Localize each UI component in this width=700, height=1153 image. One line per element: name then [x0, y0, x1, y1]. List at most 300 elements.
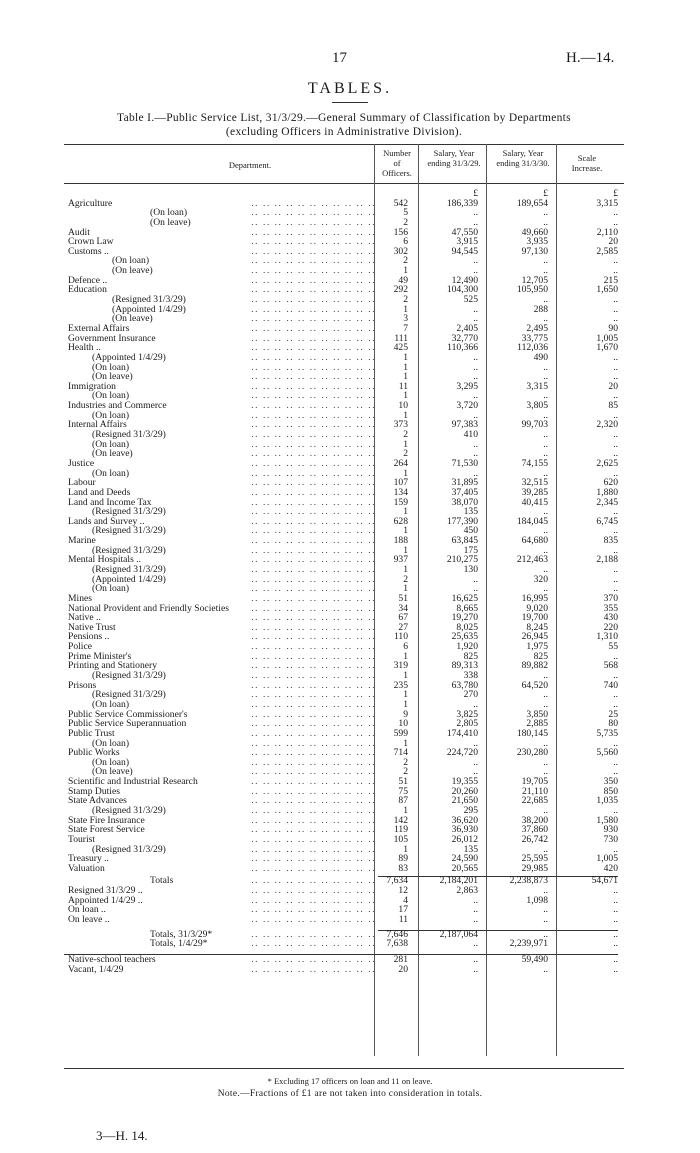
- department-label: (Appointed 1/4/29): [92, 351, 166, 363]
- dot-leader: .. .. .. .. .. .. .. .. .. .. ..: [251, 603, 376, 614]
- salary-1929-cell: 12,490: [451, 274, 478, 286]
- salary-1929-cell: ..: [473, 371, 478, 383]
- salary-1930-cell: ..: [543, 670, 548, 682]
- salary-1929-cell: 174,410: [446, 727, 478, 739]
- department-label: (On loan): [92, 390, 130, 402]
- dot-leader: .. .. .. .. .. .. .. .. .. .. ..: [251, 622, 376, 633]
- dot-leader: .. .. .. .. .. .. .. .. .. .. ..: [251, 738, 376, 749]
- officers-count-cell: 714: [393, 747, 408, 759]
- department-label: Internal Affairs: [68, 419, 127, 431]
- officers-count-cell: 49: [398, 274, 408, 286]
- department-label: On loan ..: [68, 904, 106, 916]
- salary-1930-cell: ..: [543, 583, 548, 595]
- department-label: Printing and Stationery: [68, 660, 157, 672]
- officers-count-cell: 20: [398, 963, 408, 975]
- officers-count-cell: 110: [393, 631, 408, 643]
- dot-leader: .. .. .. .. .. .. .. .. .. .. ..: [251, 256, 376, 267]
- officers-count-cell: 264: [393, 457, 408, 469]
- department-label: Labour: [68, 477, 96, 489]
- salary-1930-cell: 33,775: [521, 332, 548, 344]
- salary-1930-cell: ..: [543, 313, 548, 325]
- salary-1930-cell: 8,245: [526, 621, 548, 633]
- salary-1930-cell: 19,705: [521, 776, 548, 788]
- header-bottom-rule: [64, 183, 624, 184]
- scale-increase-cell: 355: [603, 602, 618, 614]
- dot-leader: .. .. .. .. .. .. .. .. .. .. ..: [251, 593, 376, 604]
- officers-count-cell: 17: [398, 904, 408, 916]
- scale-increase-cell: ..: [613, 843, 618, 855]
- table-row: [0, 247, 700, 257]
- dot-leader: .. .. .. .. .. .. .. .. .. .. ..: [251, 905, 376, 916]
- scale-increase-cell: 420: [603, 862, 618, 874]
- scale-increase-cell: ..: [613, 689, 618, 701]
- page-title: TABLES.: [307, 80, 393, 97]
- salary-1930-cell: 184,045: [516, 515, 548, 527]
- department-label: (On leave): [150, 216, 191, 228]
- scale-increase-cell: ..: [613, 963, 618, 975]
- salary-1929-cell: ..: [473, 583, 478, 595]
- scale-increase-cell: ..: [613, 766, 618, 778]
- department-label: (Resigned 31/3/29): [92, 506, 166, 518]
- salary-1930-cell: 74,155: [521, 457, 548, 469]
- scale-increase-cell: 215: [603, 274, 618, 286]
- department-label: (Resigned 31/3/29): [92, 525, 166, 537]
- department-label: Totals, 31/3/29*: [150, 928, 213, 940]
- dot-leader: .. .. .. .. .. .. .. .. .. .. ..: [251, 410, 376, 421]
- officers-count-cell: 7: [403, 322, 408, 334]
- scale-increase-cell: 85: [608, 400, 618, 412]
- salary-1930-cell: 16,995: [521, 592, 548, 604]
- dot-leader: .. .. .. .. .. .. .. .. .. .. ..: [251, 863, 376, 874]
- table-row: [0, 671, 700, 681]
- officers-count-cell: 2: [403, 448, 408, 460]
- salary-1930-cell: 112,036: [517, 342, 548, 354]
- department-label: (On loan): [92, 361, 130, 373]
- scale-increase-cell: 5,560: [596, 747, 618, 759]
- footnote: * Excluding 17 officers on loan and 11 on leave.: [267, 1076, 433, 1086]
- scale-increase-cell: ..: [613, 670, 618, 682]
- scale-increase-cell: 90: [608, 322, 618, 334]
- table-row: [0, 526, 700, 536]
- dot-leader: .. .. .. .. .. .. .. .. .. .. ..: [251, 536, 376, 546]
- department-label: (On loan): [112, 255, 150, 267]
- table-body: [0, 189, 700, 974]
- officers-count-cell: 2: [403, 756, 408, 768]
- officers-count-cell: 937: [393, 554, 408, 566]
- dot-leader: .. .. .. .. .. .. .. .. .. .. ..: [251, 642, 376, 652]
- scale-increase-cell: ..: [613, 294, 618, 306]
- table-row: [0, 199, 700, 209]
- salary-1929-cell: 135: [463, 506, 478, 518]
- dot-leader: .. .. .. .. .. .. .. .. .. .. ..: [251, 198, 376, 209]
- scale-increase-cell: ..: [613, 737, 618, 749]
- salary-1930-cell: 3,850: [526, 708, 548, 720]
- officers-count-cell: 1: [403, 737, 408, 749]
- officers-count-cell: 1: [403, 506, 408, 518]
- department-label: Stamp Duties: [68, 785, 120, 797]
- table-caption-line1: Table I.—Public Service List, 31/3/29.—General Summary of Classification by Departments: [117, 112, 571, 124]
- department-label: (Resigned 31/3/29): [92, 429, 166, 441]
- scale-increase-cell: ..: [613, 371, 618, 383]
- salary-1929-cell: 3,915: [456, 236, 478, 248]
- scale-increase-cell: ..: [613, 938, 618, 950]
- officers-count-cell: 111: [394, 332, 408, 344]
- table-row: [0, 285, 700, 295]
- salary-1930-cell: 26,945: [521, 631, 548, 643]
- officers-count-cell: 5: [403, 207, 408, 219]
- officers-count-cell: 1: [403, 371, 408, 383]
- officers-count-cell: 87: [398, 795, 408, 807]
- scale-increase-cell: 930: [603, 824, 618, 836]
- dot-leader: .. .. .. .. .. .. .. .. .. .. ..: [251, 786, 376, 797]
- table-row: [0, 825, 700, 835]
- salary-1929-cell: ..: [473, 303, 478, 315]
- department-label: Lands and Survey ..: [68, 515, 145, 527]
- department-label: (Resigned 31/3/29): [92, 843, 166, 855]
- department-label: Public Trust: [68, 727, 115, 739]
- scale-increase-cell: ..: [613, 313, 618, 325]
- department-label: Public Service Superannuation: [68, 718, 187, 730]
- officers-count-cell: 188: [393, 535, 408, 547]
- scale-increase-cell: ..: [613, 544, 618, 556]
- officers-count-cell: 2: [403, 766, 408, 778]
- salary-1929-cell: ..: [473, 255, 478, 267]
- dot-leader: .. .. .. .. .. .. .. .. .. .. ..: [251, 671, 376, 681]
- salary-1929-cell: 36,930: [451, 824, 478, 836]
- salary-1930-cell: ..: [543, 928, 548, 940]
- officers-count-cell: 7,634: [386, 875, 408, 887]
- department-label: State Fire Insurance: [68, 814, 145, 826]
- department-label: Prime Minister's: [68, 650, 132, 662]
- salary-1929-cell: 3,825: [456, 708, 478, 720]
- department-label: On leave ..: [68, 914, 110, 926]
- scale-increase-cell: ..: [613, 904, 618, 916]
- department-label: (On loan): [92, 409, 130, 421]
- department-label: (On loan): [92, 438, 130, 450]
- table-row: [0, 854, 700, 864]
- salary-1929-cell: 410: [463, 429, 478, 441]
- salary-1930-cell: 64,680: [521, 535, 548, 547]
- officers-count-cell: 1: [403, 351, 408, 363]
- scale-increase-cell: 80: [608, 718, 618, 730]
- salary-1929-cell: 825: [463, 650, 478, 662]
- scale-increase-cell: ..: [613, 207, 618, 219]
- salary-1929-cell: ..: [473, 361, 478, 373]
- salary-1930-cell: ..: [543, 904, 548, 916]
- department-label: Native-school teachers: [68, 953, 156, 965]
- officers-count-cell: 107: [393, 477, 408, 489]
- officers-count-cell: 319: [393, 660, 408, 672]
- scale-increase-cell: ..: [613, 756, 618, 768]
- dot-leader: .. .. .. .. .. .. .. .. .. .. ..: [251, 217, 376, 228]
- scale-increase-cell: 350: [603, 776, 618, 788]
- salary-1930-cell: 3,935: [526, 236, 548, 248]
- column-header-number: Number of Officers.: [382, 148, 412, 178]
- salary-1930-cell: 2,495: [526, 322, 548, 334]
- dot-leader: .. .. .. .. .. .. .. .. .. .. ..: [251, 834, 376, 845]
- salary-1930-cell: 25,595: [521, 853, 548, 865]
- officers-count-cell: 83: [398, 862, 408, 874]
- scale-increase-cell: ..: [613, 265, 618, 277]
- dot-leader: .. .. .. .. .. .. .. .. .. .. ..: [251, 314, 376, 324]
- salary-1929-cell: ..: [473, 351, 478, 363]
- department-label: Customs ..: [68, 245, 109, 257]
- dot-leader: .. .. .. .. .. .. .. .. .. .. ..: [251, 748, 376, 758]
- table-row: [0, 584, 700, 594]
- officers-count-cell: 134: [393, 486, 408, 498]
- scale-increase-cell: ..: [613, 438, 618, 450]
- dot-leader: .. .. .. .. .. .. .. .. .. .. ..: [251, 825, 376, 835]
- scale-increase-cell: ..: [613, 953, 618, 965]
- dot-leader: .. .. .. .. .. .. .. .. .. .. ..: [251, 584, 376, 594]
- salary-1930-cell: ..: [543, 429, 548, 441]
- department-label: Immigration: [68, 380, 116, 392]
- column-header-department: Department.: [228, 160, 272, 170]
- dot-leader: .. .. .. .. .. .. .. .. .. .. ..: [251, 487, 376, 498]
- department-label: (On leave): [92, 766, 133, 778]
- salary-1929-cell: 26,012: [451, 833, 478, 845]
- scale-increase-cell: 1,310: [596, 631, 618, 643]
- officers-count-cell: 105: [393, 833, 408, 845]
- department-label: Education: [68, 284, 107, 296]
- department-label: (On loan): [92, 467, 130, 479]
- dot-leader: .. .. .. .. .. .. .. .. .. .. ..: [251, 613, 376, 623]
- officers-count-cell: 10: [398, 400, 408, 412]
- salary-1929-cell: 20,260: [451, 785, 478, 797]
- salary-1930-cell: ..: [543, 885, 548, 897]
- salary-1929-cell: ..: [473, 390, 478, 402]
- dot-leader: .. .. .. .. .. .. .. .. .. .. ..: [251, 886, 376, 896]
- officers-count-cell: 542: [393, 197, 408, 209]
- officers-count-cell: 2: [403, 573, 408, 585]
- officers-count-cell: 11: [398, 914, 408, 926]
- salary-1930-cell: ..: [543, 438, 548, 450]
- scale-increase-cell: ..: [613, 698, 618, 710]
- salary-1930-cell: ..: [543, 563, 548, 575]
- scale-increase-cell: ..: [613, 805, 618, 816]
- salary-1930-cell: ..: [543, 207, 548, 219]
- dot-leader: .. .. .. .. .. .. .. .. .. .. ..: [251, 439, 376, 450]
- officers-count-cell: 6: [403, 641, 408, 653]
- salary-1929-cell: 2,863: [456, 885, 478, 897]
- scale-increase-cell: ..: [613, 885, 618, 897]
- dot-leader: .. .. .. .. .. .. .. .. .. .. ..: [251, 266, 376, 276]
- dot-leader: .. .. .. .. .. .. .. .. .. .. ..: [251, 964, 376, 975]
- salary-1930-cell: 40,415: [521, 496, 548, 508]
- salary-1930-cell: 32,515: [521, 477, 548, 489]
- officers-count-cell: 302: [393, 245, 408, 257]
- officers-count-cell: 1: [403, 544, 408, 556]
- dot-leader: .. .. .. .. .. .. .. .. .. .. ..: [251, 362, 376, 373]
- salary-1929-cell: 186,339: [446, 197, 478, 209]
- footer-reference: 3—H. 14.: [96, 1128, 148, 1143]
- officers-count-cell: 142: [393, 814, 408, 826]
- scale-increase-cell: 730: [603, 833, 618, 845]
- officers-count-cell: 156: [393, 226, 408, 238]
- table-row: [0, 604, 700, 614]
- dot-leader: .. .. .. .. .. .. .. .. .. .. ..: [251, 333, 376, 344]
- officers-count-cell: 51: [398, 776, 408, 788]
- scale-increase-cell: 430: [603, 612, 618, 624]
- table-caption: [64, 111, 624, 139]
- department-label: (Resigned 31/3/29): [92, 805, 166, 816]
- salary-1930-cell: ..: [543, 544, 548, 556]
- officers-count-cell: 235: [393, 679, 408, 691]
- department-label: Crown Law: [68, 236, 114, 248]
- salary-1929-cell: ..: [473, 904, 478, 916]
- salary-1929-cell: ..: [473, 216, 478, 228]
- salary-1930-cell: ..: [543, 467, 548, 479]
- officers-count-cell: 6: [403, 236, 408, 248]
- scale-increase-cell: ..: [613, 303, 618, 315]
- salary-1929-cell: 97,383: [451, 419, 478, 431]
- document-reference: H.—14.: [566, 50, 615, 66]
- dot-leader: .. .. .. .. .. .. .. .. .. .. ..: [251, 777, 376, 787]
- department-label: Justice: [68, 457, 95, 469]
- salary-1930-cell: 12,705: [521, 274, 548, 286]
- scale-increase-cell: ..: [613, 448, 618, 460]
- scale-increase-cell: 1,650: [596, 284, 618, 296]
- salary-1929-cell: 525: [463, 294, 478, 306]
- dot-leader: .. .. .. .. .. .. .. .. .. .. ..: [251, 844, 376, 855]
- salary-1930-cell: 19,700: [521, 612, 548, 624]
- dot-leader: .. .. .. .. .. .. .. .. .. .. ..: [251, 507, 376, 517]
- officers-count-cell: 10: [398, 718, 408, 730]
- currency-symbol: £: [543, 188, 548, 199]
- salary-1929-cell: ..: [473, 766, 478, 778]
- dot-leader: .. .. .. .. .. .. .. .. .. .. ..: [251, 915, 376, 925]
- salary-1929-cell: ..: [473, 467, 478, 479]
- salary-1930-cell: 22,685: [521, 795, 548, 807]
- scale-increase-cell: ..: [613, 409, 618, 421]
- salary-1929-cell: 135: [463, 843, 478, 855]
- salary-1929-cell: ..: [473, 698, 478, 710]
- salary-1930-cell: 3,315: [526, 380, 548, 392]
- dot-leader: .. .. .. .. .. .. .. .. .. .. ..: [251, 680, 376, 691]
- department-label: (Appointed 1/4/29): [92, 573, 166, 585]
- officers-count-cell: 9: [403, 708, 408, 720]
- salary-1929-cell: 63,780: [451, 679, 478, 691]
- salary-1930-cell: 99,703: [521, 419, 548, 431]
- column-header-salary-1929: Salary, Year ending 31/3/29.: [427, 148, 481, 168]
- salary-1929-cell: 89,313: [451, 660, 478, 672]
- dot-leader: .. .. .. .. .. .. .. .. .. .. ..: [251, 343, 376, 353]
- salary-1930-cell: ..: [543, 766, 548, 778]
- column-header-salary-1930: Salary, Year ending 31/3/30.: [496, 148, 550, 168]
- scale-increase-cell: 850: [603, 785, 618, 797]
- scale-increase-cell: 20: [608, 236, 618, 248]
- note: Note.—Fractions of £1 are not taken into consideration in totals.: [217, 1089, 483, 1099]
- officers-count-cell: 7,646: [386, 928, 408, 940]
- officers-count-cell: 1: [403, 525, 408, 537]
- scale-increase-cell: 54,671: [591, 875, 618, 887]
- scale-increase-cell: 1,580: [596, 814, 618, 826]
- officers-count-cell: 2: [403, 216, 408, 228]
- dot-leader: .. .. .. .. .. .. .. .. .. .. ..: [251, 449, 376, 459]
- salary-1930-cell: ..: [543, 963, 548, 975]
- officers-count-cell: 27: [398, 621, 408, 633]
- officers-count-cell: 119: [393, 824, 408, 836]
- salary-1929-cell: 2,184,201: [439, 875, 478, 887]
- department-label: Totals: [150, 875, 174, 887]
- dot-leader: .. .. .. .. .. .. .. .. .. .. ..: [251, 381, 376, 392]
- officers-count-cell: 1: [403, 303, 408, 315]
- officers-count-cell: 628: [393, 515, 408, 527]
- salary-1929-cell: 20,565: [451, 862, 478, 874]
- officers-count-cell: 373: [393, 419, 408, 431]
- department-label: Land and Deeds: [68, 486, 131, 498]
- department-label: State Advances: [68, 795, 127, 807]
- salary-1929-cell: ..: [473, 737, 478, 749]
- scale-increase-cell: ..: [613, 255, 618, 267]
- department-label: Pensions ..: [68, 631, 110, 643]
- officers-count-cell: 1: [403, 583, 408, 595]
- department-label: Public Works: [68, 747, 120, 759]
- dot-leader: .. .. .. .. .. .. .. .. .. .. ..: [251, 555, 376, 565]
- dot-leader: .. .. .. .. .. .. .. .. .. .. ..: [251, 699, 376, 710]
- salary-1930-cell: 2,885: [526, 718, 548, 730]
- scale-increase-cell: 740: [603, 679, 618, 691]
- officers-count-cell: 51: [398, 592, 408, 604]
- salary-1930-cell: 26,742: [521, 833, 548, 845]
- department-label: Public Service Commissioner's: [68, 708, 188, 720]
- officers-count-cell: 1: [403, 563, 408, 575]
- column-header-scale: Scale Increase.: [571, 153, 603, 173]
- salary-1929-cell: ..: [473, 265, 478, 277]
- dot-leader: .. .. .. .. .. .. .. .. .. .. ..: [251, 719, 376, 729]
- table-row: [0, 305, 700, 315]
- dot-leader: .. .. .. .. .. .. .. .. .. .. ..: [251, 285, 376, 296]
- salary-1929-cell: 224,720: [446, 747, 478, 759]
- salary-1930-cell: ..: [543, 448, 548, 460]
- dot-leader: .. .. .. .. .. .. .. .. .. .. ..: [251, 468, 376, 479]
- dot-leader: .. .. .. .. .. .. .. .. .. .. ..: [251, 661, 376, 672]
- salary-1930-cell: 29,985: [521, 862, 548, 874]
- dot-leader: .. .. .. .. .. .. .. .. .. .. ..: [251, 208, 376, 218]
- department-label: Government Insurance: [68, 332, 156, 344]
- dot-leader: .. .. .. .. .. .. .. .. .. .. ..: [251, 295, 376, 305]
- salary-1930-cell: 9,020: [526, 602, 548, 614]
- table-row: [0, 208, 700, 218]
- dot-leader: .. .. .. .. .. .. .. .. .. .. ..: [251, 391, 376, 402]
- table-row: [0, 256, 700, 266]
- department-label: (Resigned 31/3/29): [112, 294, 186, 306]
- scale-increase-cell: 220: [603, 621, 618, 633]
- department-label: (On leave): [92, 371, 133, 383]
- dot-leader: .. .. .. .. .. .. .. .. .. .. ..: [251, 651, 376, 662]
- officers-count-cell: 159: [393, 496, 408, 508]
- department-label: (On loan): [150, 207, 188, 219]
- salary-1929-cell: 110,366: [447, 342, 478, 354]
- department-label: State Forest Service: [68, 824, 145, 836]
- officers-count-cell: 7,638: [386, 938, 408, 950]
- currency-symbol: £: [613, 188, 618, 199]
- salary-1929-cell: 36,620: [451, 814, 478, 826]
- officers-count-cell: 67: [398, 612, 408, 624]
- officers-count-cell: 89: [398, 853, 408, 865]
- table-row: [0, 469, 700, 479]
- salary-1929-cell: 210,275: [446, 554, 478, 566]
- scale-increase-cell: 620: [603, 477, 618, 489]
- salary-1929-cell: 16,625: [451, 592, 478, 604]
- salary-1930-cell: ..: [543, 294, 548, 306]
- scale-increase-cell: ..: [613, 914, 618, 926]
- salary-1930-cell: ..: [543, 525, 548, 537]
- officers-count-cell: 1: [403, 805, 408, 816]
- salary-1929-cell: 25,635: [451, 631, 478, 643]
- officers-count-cell: 425: [393, 342, 408, 354]
- salary-1929-cell: ..: [473, 914, 478, 926]
